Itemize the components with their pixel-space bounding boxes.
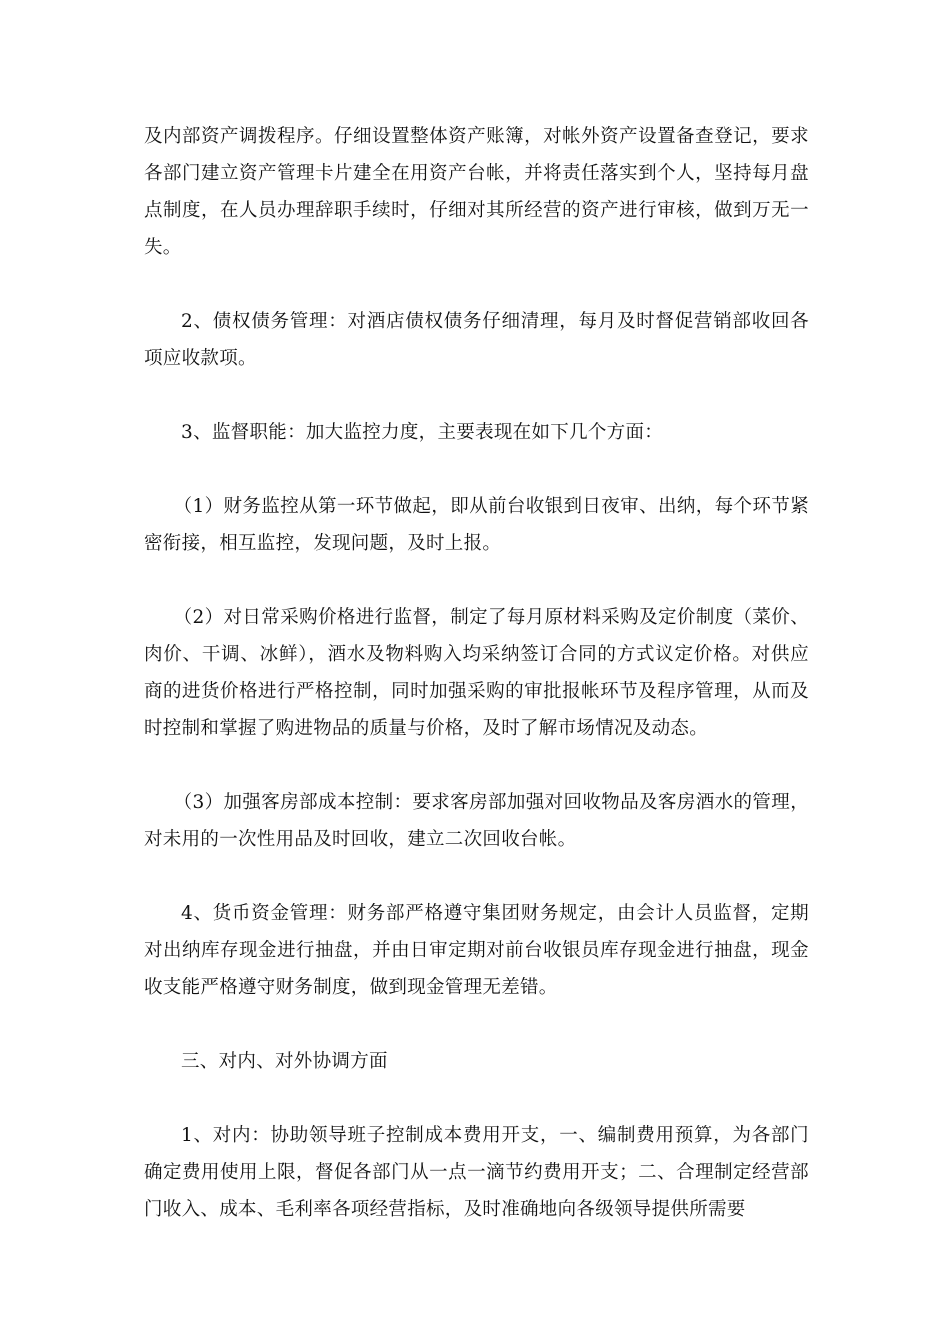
paragraph-internal-coordination: 1、对内：协助领导班子控制成本费用开支，一、编制费用预算，为各部门确定费用使用上限，督促各部门从一点一滴节约费用开支；二、合理制定经营部门收入、成本、毛利率各项经营指标，及时准确地向各级领导提供所需要 — [144, 1125, 809, 1220]
paragraph-asset-management-continued: 及内部资产调拨程序。仔细设置整体资产账簿，对帐外资产设置备查登记，要求各部门建立资产管理卡片建全在用资产台帐，并将责任落实到个人，坚持每月盘点制度，在人员办理辞职手续时，仔细对其所经营的资产进行审核，做到万无一失。 — [144, 126, 809, 258]
paragraph-debt-management: 2、债权债务管理：对酒店债权债务仔细清理，每月及时督促营销部收回各项应收款项。 — [144, 311, 809, 369]
section-heading-coordination: 三、对内、对外协调方面 — [181, 1051, 388, 1072]
paragraph-housekeeping-cost-control: （3）加强客房部成本控制：要求客房部加强对回收物品及客房酒水的管理，对未用的一次性用品及时回收，建立二次回收台帐。 — [144, 792, 809, 850]
paragraph-supervision-function: 3、监督职能：加大监控力度，主要表现在如下几个方面： — [181, 422, 664, 443]
document-body — [144, 118, 809, 1228]
paragraph-cash-management: 4、货币资金管理：财务部严格遵守集团财务规定，由会计人员监督，定期对出纳库存现金进行抽盘，并由日审定期对前台收银员库存现金进行抽盘，现金收支能严格遵守财务制度，做到现金管理无差错。 — [144, 903, 809, 998]
paragraph-procurement-supervision: （2）对日常采购价格进行监督，制定了每月原材料采购及定价制度（菜价、肉价、干调、冰鲜），酒水及物料购入均采纳签订合同的方式议定价格。对供应商的进货价格进行严格控制，同时加强采购的审批报帐环节及程序管理，从而及时控制和掌握了购进物品的质量与价格，及时了解市场情况及动态。 — [144, 607, 809, 739]
paragraph-financial-monitoring: （1）财务监控从第一环节做起，即从前台收银到日夜审、出纳，每个环节紧密衔接，相互监控，发现问题，及时上报。 — [144, 496, 809, 554]
